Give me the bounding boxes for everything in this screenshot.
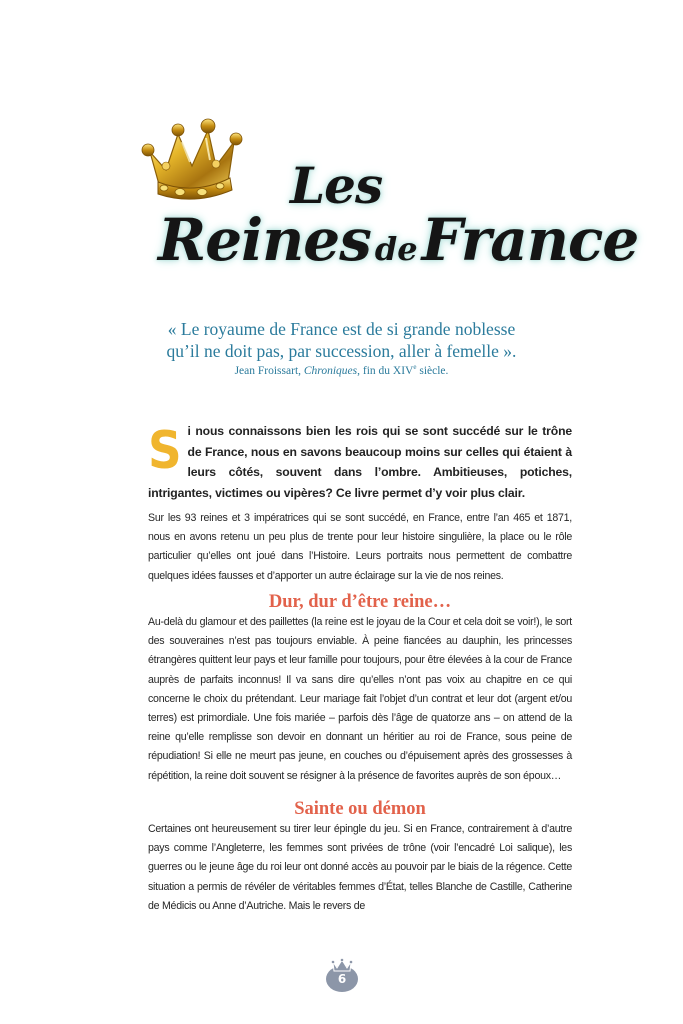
epigraph-work: Chroniques xyxy=(303,365,358,377)
page-title xyxy=(158,206,638,274)
epigraph-author: Jean Froissart, xyxy=(234,365,302,377)
epigraph-line-2: qu’il ne doit pas, par succession, aller à femelle ». xyxy=(166,341,517,361)
body-paragraph-3: Certaines ont heureusement su tirer leur épingle du jeu. Si en France, contrairement à d’autre pays comme l’Angleterre, les femmes sont privées de trône (voir l’encadré Loi salique), les guerres ou le jeune âge du roi leur ont donné accès au pouvoir par le biais de la régence. Cette situation a permis de révéler de véritables femmes d’État, telles Blanche de Castille, Catherine de Médicis ou Anne d’Autriche. Mais le revers de xyxy=(148,823,572,912)
intro-paragraph xyxy=(148,421,572,503)
crown-icon xyxy=(331,958,353,972)
drop-cap: S xyxy=(148,421,182,481)
title-france: France xyxy=(421,206,639,274)
page-number-badge xyxy=(325,958,359,992)
title-de: de xyxy=(374,230,418,268)
body-paragraph-1: Sur les 93 reines et 3 impératrices qui se sont succédé, en France, entre l’an 465 et 1871, nous en avons retenu un peu plus de trente pour leur histoire singulière, la place ou le rôle particulier qu’elles ont joué dans l’Histoire. Leurs portraits nous permettent de combattre quelques idées fausses et d’apporter un autre éclairage sur la vie de nos reines. xyxy=(148,512,572,582)
epigraph-line-1: « Le royaume de France est de si grande noblesse xyxy=(167,319,516,339)
epigraph-source xyxy=(100,364,583,378)
page-number: 6 xyxy=(337,972,347,986)
epigraph-end: siècle. xyxy=(416,365,449,377)
intro-text: i nous connaissons bien les rois qui se sont succédé sur le trône de France, nous en savons beaucoup moins sur celles qui étaient à leurs côtés, souvent dans l’ombre. Ambitieuses, potiches, intrigantes, victimes ou vipères? Ce livre permet d’y voir plus clair. xyxy=(148,424,572,500)
section-heading-2: Sainte ou démon xyxy=(294,799,426,819)
body-paragraph-2: Au-delà du glamour et des paillettes (la reine est le joyau de la Cour et cela doit se voir!), le sort des souveraines n’est pas toujours enviable. À peine fiancées au dauphin, les princesses étrangères quittent leur pays et leur famille pour toujours, pour être élevées à la cour de France auprès de parfaits inconnus! Il va sans dire qu’elles n’ont pas voix au chapitre en ce qui concerne le choix du prétendant. Leur mariage fait l’objet d’un contrat et leur dot (argent et/ou terres) est primordiale. Une fois mariée – parfois dès l’âge de quatorze ans – on attend de la reine qu’elle remplisse son devoir en donnant un héritier au roi de France, sous peine de répudiation! Si elle ne meurt pas jeune, en couches ou d’épuisement après des grossesses à répétition, la reine doit souvent se résigner à la présence de favorites auprès de son époux… xyxy=(148,616,572,782)
title-les: Les xyxy=(290,156,383,215)
title-reines: Reines xyxy=(158,206,371,274)
epigraph-century: , fin du XIV xyxy=(357,365,414,377)
epigraph-century-sup: e xyxy=(413,363,417,372)
crown-icon xyxy=(136,112,248,208)
section-heading-1: Dur, dur d’être reine… xyxy=(268,592,452,612)
